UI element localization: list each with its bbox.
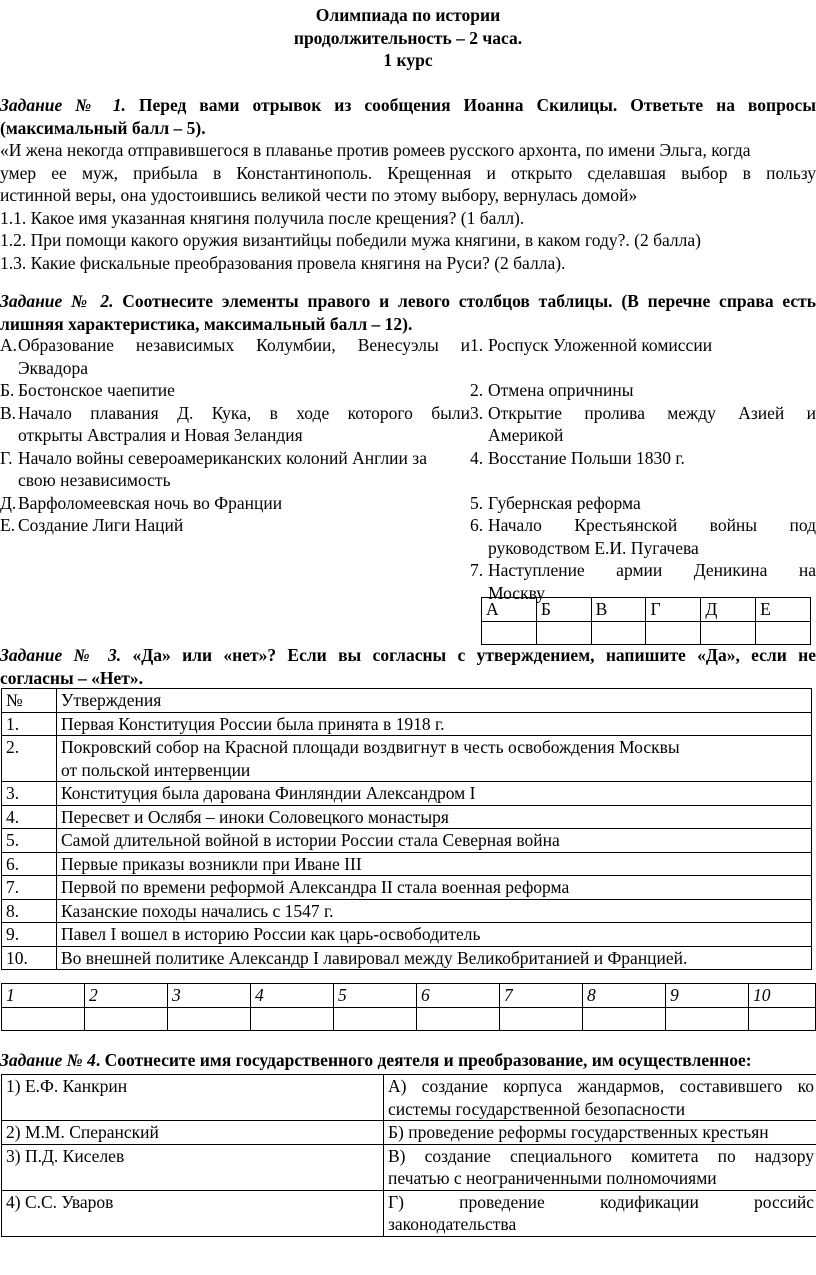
- reform-cell: [384, 1144, 816, 1190]
- table-row: [2, 782, 812, 806]
- task-1-title: [0, 94, 816, 117]
- statesman-cell: 4) С.С. Уваров: [2, 1190, 384, 1236]
- left-item-g-text: Начало войны североамериканских колоний Англии за: [18, 447, 427, 468]
- answer-header-cell: Б: [536, 598, 591, 622]
- header-course: 1 курс: [383, 50, 433, 70]
- table-row: [2, 852, 812, 876]
- answer-cell[interactable]: [536, 621, 591, 644]
- answer-header-cell: 6: [417, 984, 500, 1008]
- table-row: [2, 712, 812, 736]
- left-item-b-mark: Б.: [0, 380, 15, 400]
- table-row: [2, 1075, 816, 1121]
- row-statement: [57, 736, 812, 782]
- task-1-quote-1: «И жена некогда отправившегося в плаванье против ромеев русского архонта, по имени Эльга, когда: [0, 140, 751, 160]
- answer-cell[interactable]: [500, 1007, 583, 1030]
- left-item-a-text: Образование независимых Колумбии, Венесуэлы и: [18, 335, 470, 355]
- row-statement: Павел I вошел в историю России как царь-освободитель: [57, 923, 812, 947]
- task-2-title-block: [0, 290, 816, 335]
- right-item-4-text: Восстание Польши 1830 г.: [488, 447, 685, 468]
- right-item-2-text: Отмена опричнины: [488, 380, 634, 400]
- answer-header-cell: 1: [2, 984, 85, 1008]
- row-statement: Первые приказы возникли при Иване III: [57, 852, 812, 876]
- row-statement: Самой длительной войной в истории России стала Северная война: [57, 829, 812, 853]
- answer-header-cell: В: [591, 598, 646, 622]
- header-duration: продолжительность – 2 часа.: [293, 27, 523, 48]
- left-item-d-mark: Д.: [0, 492, 17, 513]
- left-item-g: [0, 447, 470, 492]
- left-item-g-text-2: свою независимость: [18, 470, 171, 490]
- left-item-e-text: Создание Лиги Наций: [18, 515, 184, 535]
- task-1-question-3: 1.3. Какие фискальные преобразования провела княгиня на Руси? (2 балла).: [0, 252, 566, 273]
- answer-header-cell: 5: [334, 984, 417, 1008]
- answer-header-cell: 3: [168, 984, 251, 1008]
- answer-cell[interactable]: [756, 621, 811, 644]
- task-1-title-text: Перед вами отрывок из сообщения Иоанна Скилицы. Ответьте на вопросы: [138, 95, 816, 115]
- reform-line-1: В) создание специального комитета по надзору: [388, 1145, 814, 1166]
- row-number: 8.: [2, 899, 57, 923]
- reform-line-2: системы государственной безопасности: [388, 1098, 686, 1119]
- answer-header-cell: 9: [666, 984, 749, 1008]
- task-3-label: Задание № 3.: [0, 645, 122, 665]
- row-statement-line-2: от польской интервенции: [61, 759, 251, 780]
- task-3-title-block: [0, 644, 816, 689]
- answer-cell[interactable]: [85, 1007, 168, 1030]
- right-item-7-mark: 7.: [470, 560, 484, 580]
- task-1-question-1: 1.1. Какое имя указанная княгиня получила после крещения? (1 балл).: [0, 207, 525, 228]
- left-item-a-mark: А.: [0, 335, 18, 355]
- task-3-statements-table: [1, 688, 812, 970]
- reform-line-1: Г) проведение кодификации российс: [388, 1191, 814, 1212]
- table-row: [2, 876, 812, 900]
- answer-header-cell: Г: [646, 598, 701, 622]
- column-header-number: №: [2, 689, 57, 713]
- right-item-3-text-2: Америкой: [488, 425, 564, 445]
- task-4-title: [0, 1049, 816, 1072]
- left-item-v: [0, 402, 470, 447]
- row-statement-line-1: Покровский собор на Красной площади воздвигнут в честь освобождения Москвы: [61, 737, 680, 757]
- reform-cell: [384, 1190, 816, 1236]
- row-number: 6.: [2, 852, 57, 876]
- row-statement: Во внешней политике Александр I лавировал между Великобританией и Францией.: [57, 946, 812, 970]
- right-item-2-mark: 2.: [470, 380, 484, 400]
- task-1-score: (максимальный балл – 5).: [0, 117, 206, 138]
- task-2-right-column: [470, 334, 816, 604]
- reform-cell: [384, 1121, 816, 1145]
- table-row: [2, 1144, 816, 1190]
- answer-input-row[interactable]: [482, 621, 811, 644]
- right-item-2: [470, 379, 816, 402]
- right-item-3: [470, 402, 816, 447]
- left-item-v-mark: В.: [0, 402, 17, 423]
- answer-cell[interactable]: [666, 1007, 749, 1030]
- table-row: [2, 899, 812, 923]
- right-item-5-mark: 5.: [470, 492, 484, 513]
- table-row: [2, 946, 812, 970]
- answer-cell[interactable]: [646, 621, 701, 644]
- task-4-title-text: . Соотнесите имя государственного деятеля и преобразование, им осуществленное:: [95, 1050, 752, 1070]
- answer-input-row[interactable]: [2, 1007, 816, 1030]
- left-item-e-mark: Е.: [0, 515, 16, 535]
- right-item-7-text-2: Москву: [488, 582, 545, 603]
- task-4-label: Задание № 4: [0, 1050, 96, 1070]
- statesman-cell: 2) М.М. Сперанский: [2, 1121, 384, 1145]
- table-row: [2, 805, 812, 829]
- left-item-b-text: Бостонское чаепитие: [18, 380, 175, 400]
- row-number: 9.: [2, 923, 57, 947]
- right-item-6-text-2: руководством Е.И. Пугачева: [488, 537, 699, 558]
- right-item-5: [470, 492, 816, 515]
- left-item-v-text-2: открыты Австралия и Новая Зеландия: [18, 425, 303, 445]
- right-item-1: [470, 334, 816, 357]
- task-3-title: [0, 644, 816, 667]
- row-statement: Пересвет и Ослябя – иноки Соловецкого монастыря: [57, 805, 812, 829]
- header-title: Олимпиада по истории: [315, 5, 501, 25]
- answer-cell[interactable]: [749, 1007, 816, 1030]
- document-header: [0, 4, 816, 72]
- task-1: [0, 94, 816, 274]
- right-item-7-text: Наступление армии Деникина на: [488, 560, 816, 580]
- answer-header-cell: 7: [500, 984, 583, 1008]
- answer-cell[interactable]: [583, 1007, 666, 1030]
- right-item-4: [470, 447, 816, 470]
- statesman-cell: 1) Е.Ф. Канкрин: [2, 1075, 384, 1121]
- reform-line-1: Б) проведение реформы государственных крестьян: [388, 1122, 769, 1142]
- row-number: 10.: [2, 946, 57, 970]
- row-number: 2.: [2, 736, 57, 782]
- row-number: 1.: [2, 712, 57, 736]
- left-item-d: [0, 492, 470, 515]
- left-item-b: [0, 379, 470, 402]
- table-row: [2, 923, 812, 947]
- spacer: [470, 469, 816, 492]
- table-row: [2, 1121, 816, 1145]
- left-item-d-text: Варфоломеевская ночь во Франции: [18, 492, 283, 513]
- task-3-subtitle: согласны – «Нет».: [0, 667, 144, 688]
- answer-header-cell: 4: [251, 984, 334, 1008]
- task-3-answer-table: [1, 983, 816, 1031]
- reform-line-1: А) создание корпуса жандармов, составившего ко: [388, 1076, 814, 1096]
- answer-header-row: [2, 984, 816, 1008]
- right-item-3-text: Открытие пролива между Азией и: [488, 402, 816, 423]
- task-2-label: Задание № 2.: [0, 291, 114, 311]
- task-1-quote-2: умер ее муж, прибыла в Константинополь. Крещенная и открыто сделавшая выбор в пользу: [0, 162, 816, 183]
- task-2-left-column: [0, 334, 470, 537]
- table-row: [2, 1190, 816, 1236]
- task-2-title-text: Соотнесите элементы правого и левого столбцов таблицы. (В перечне справа есть: [122, 291, 816, 311]
- column-header-statement: Утверждения: [57, 689, 812, 713]
- answer-cell[interactable]: [2, 1007, 85, 1030]
- answer-header-cell: Е: [756, 598, 811, 622]
- reform-line-2: законодательства: [388, 1214, 517, 1234]
- answer-cell[interactable]: [701, 621, 756, 644]
- answer-cell[interactable]: [591, 621, 646, 644]
- left-item-g-mark: Г.: [0, 447, 13, 468]
- reform-line-2: печатью с неограниченными полномочиями: [388, 1168, 717, 1188]
- answer-cell[interactable]: [168, 1007, 251, 1030]
- task-3-title-text: «Да» или «нет»? Если вы согласны с утверждением, напишите «Да», если не: [132, 645, 816, 665]
- task-1-question-2: 1.2. При помощи какого оружия византийцы победили мужа княгини, в каком году?. (2 балла): [0, 230, 701, 250]
- answer-cell[interactable]: [482, 621, 537, 644]
- right-item-6-text: Начало Крестьянской войны под: [488, 515, 816, 535]
- answer-header-row: [482, 598, 811, 622]
- answer-header-cell: 10: [749, 984, 816, 1008]
- answer-header-cell: А: [482, 598, 537, 622]
- left-item-a: [0, 334, 470, 379]
- left-item-v-text: Начало плавания Д. Кука, в ходе которого были: [18, 402, 470, 423]
- left-item-a-text-2: Эквадора: [18, 357, 89, 378]
- right-item-4-mark: 4.: [470, 447, 484, 468]
- table-header-row: [2, 689, 812, 713]
- right-item-5-text: Губернская реформа: [488, 492, 641, 513]
- right-item-6: [470, 514, 816, 559]
- row-statement: Первая Конституция России была принята в 1918 г.: [57, 712, 812, 736]
- task-1-quote-3: истинной веры, она удостоившись великой чести по этому выбору, вернулась домой»: [0, 185, 638, 205]
- task-1-label: Задание № 1.: [0, 95, 126, 115]
- table-row: [2, 736, 812, 782]
- right-item-1-text: Роспуск Уложенной комиссии: [488, 335, 713, 355]
- row-statement: Конституция была дарована Финляндии Александром I: [57, 782, 812, 806]
- right-item-1-mark: 1.: [470, 335, 484, 355]
- statesman-cell: 3) П.Д. Киселев: [2, 1144, 384, 1190]
- row-statement: Первой по времени реформой Александра II стала военная реформа: [57, 876, 812, 900]
- row-number: 3.: [2, 782, 57, 806]
- task-2-title: [0, 290, 816, 313]
- row-statement: Казанские походы начались с 1547 г.: [57, 899, 812, 923]
- answer-header-cell: 8: [583, 984, 666, 1008]
- answer-header-cell: Д: [701, 598, 756, 622]
- row-number: 5.: [2, 829, 57, 853]
- row-number: 4.: [2, 805, 57, 829]
- spacer: [470, 357, 816, 380]
- table-row: [2, 829, 812, 853]
- row-number: 7.: [2, 876, 57, 900]
- reform-cell: [384, 1075, 816, 1121]
- answer-cell[interactable]: [417, 1007, 500, 1030]
- answer-cell[interactable]: [334, 1007, 417, 1030]
- left-item-e: [0, 514, 470, 537]
- task-4-match-table: [1, 1074, 816, 1237]
- task-2-answer-table: [481, 597, 811, 645]
- task-2-score: лишняя характеристика, максимальный балл – 12).: [0, 313, 413, 334]
- right-item-3-mark: 3.: [470, 402, 484, 423]
- right-item-6-mark: 6.: [470, 515, 484, 535]
- answer-header-cell: 2: [85, 984, 168, 1008]
- answer-cell[interactable]: [251, 1007, 334, 1030]
